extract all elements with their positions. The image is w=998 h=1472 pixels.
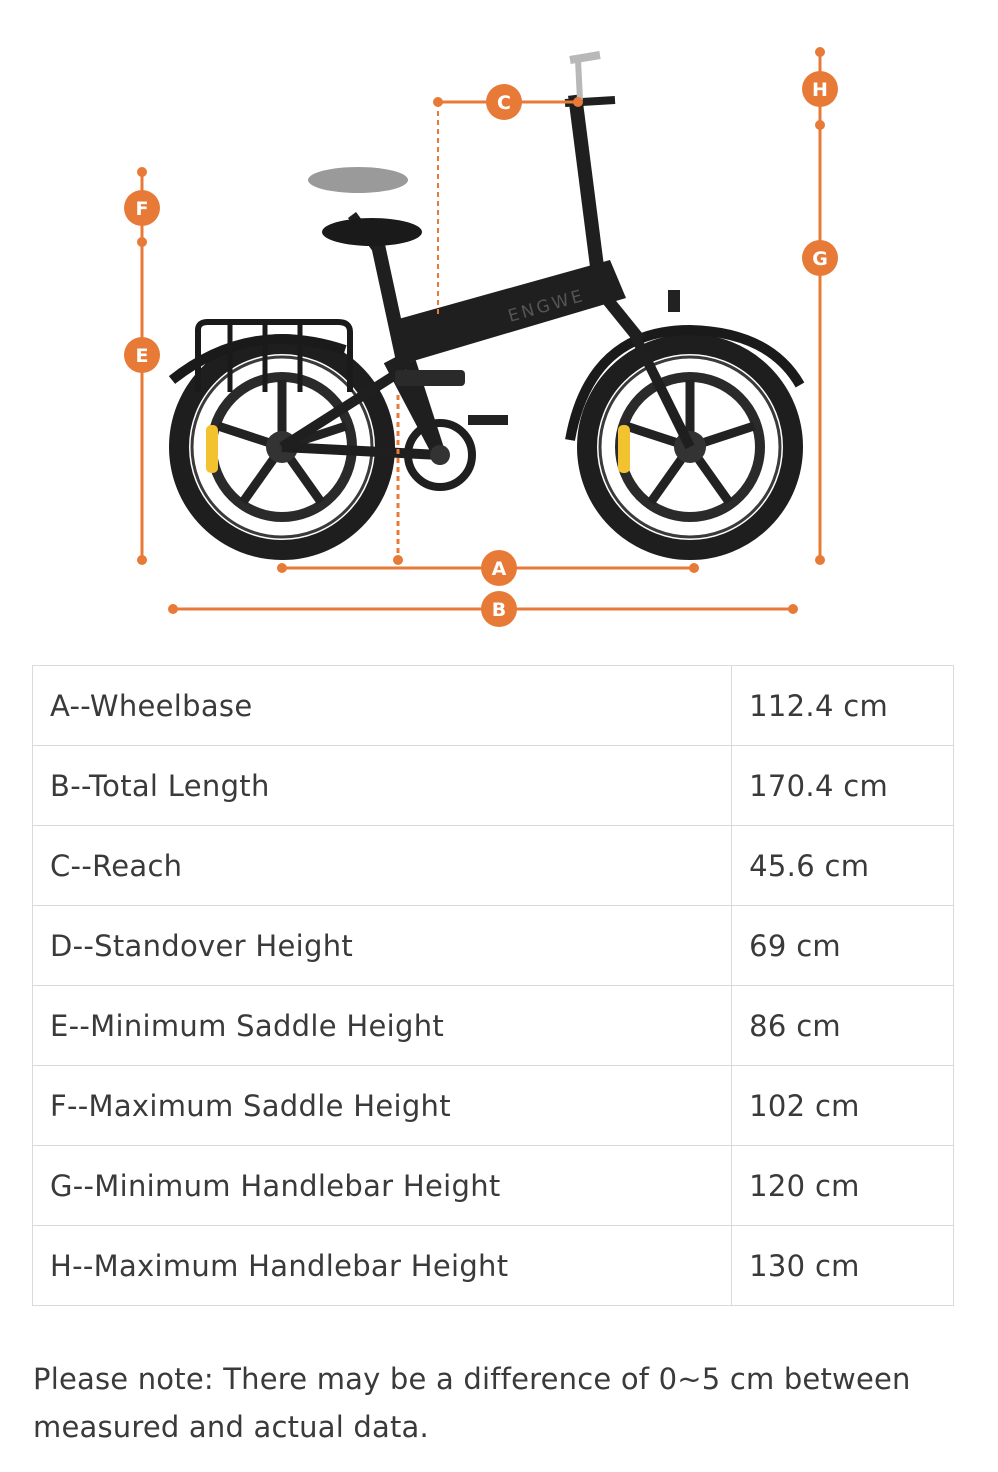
- table-row: [33, 986, 954, 1066]
- spec-value: 69 cm: [732, 906, 954, 986]
- marker-f: [124, 190, 160, 226]
- spec-value: 170.4 cm: [732, 746, 954, 826]
- svg-text:F: F: [135, 198, 149, 220]
- measurement-note: Please note: There may be a difference of 0~5 cm between measured and actual data.: [33, 1362, 911, 1444]
- spec-label: H--Maximum Handlebar Height: [33, 1226, 732, 1306]
- bike-illustration: [172, 55, 800, 550]
- spec-label: F--Maximum Saddle Height: [33, 1066, 732, 1146]
- svg-text:C: C: [497, 92, 511, 114]
- spec-label: B--Total Length: [33, 746, 732, 826]
- spec-value: 120 cm: [732, 1146, 954, 1226]
- spec-label: E--Minimum Saddle Height: [33, 986, 732, 1066]
- bike-dimension-diagram: [0, 0, 998, 650]
- svg-text:B: B: [491, 599, 507, 621]
- marker-g: [802, 240, 838, 276]
- svg-text:A: A: [491, 558, 507, 580]
- table-row: [33, 666, 954, 746]
- table-row: [33, 906, 954, 986]
- marker-c: [486, 84, 522, 120]
- svg-text:H: H: [812, 79, 828, 101]
- spec-table: [32, 665, 954, 1306]
- table-row: [33, 1226, 954, 1306]
- spec-label: A--Wheelbase: [33, 666, 732, 746]
- table-row: [33, 1066, 954, 1146]
- spec-label: D--Standover Height: [33, 906, 732, 986]
- spec-value: 130 cm: [732, 1226, 954, 1306]
- spec-label: G--Minimum Handlebar Height: [33, 1146, 732, 1226]
- table-row: [33, 746, 954, 826]
- spec-value: 86 cm: [732, 986, 954, 1066]
- spec-value: 45.6 cm: [732, 826, 954, 906]
- svg-text:G: G: [812, 248, 828, 270]
- spec-value: 112.4 cm: [732, 666, 954, 746]
- table-row: [33, 826, 954, 906]
- spec-label: C--Reach: [33, 826, 732, 906]
- table-row: [33, 1146, 954, 1226]
- marker-a: [481, 550, 517, 586]
- marker-h: [802, 71, 838, 107]
- marker-b: [481, 591, 517, 627]
- marker-e: [124, 337, 160, 373]
- brand-logo: ENGWE: [505, 285, 588, 327]
- svg-text:E: E: [135, 345, 149, 367]
- spec-value: 102 cm: [732, 1066, 954, 1146]
